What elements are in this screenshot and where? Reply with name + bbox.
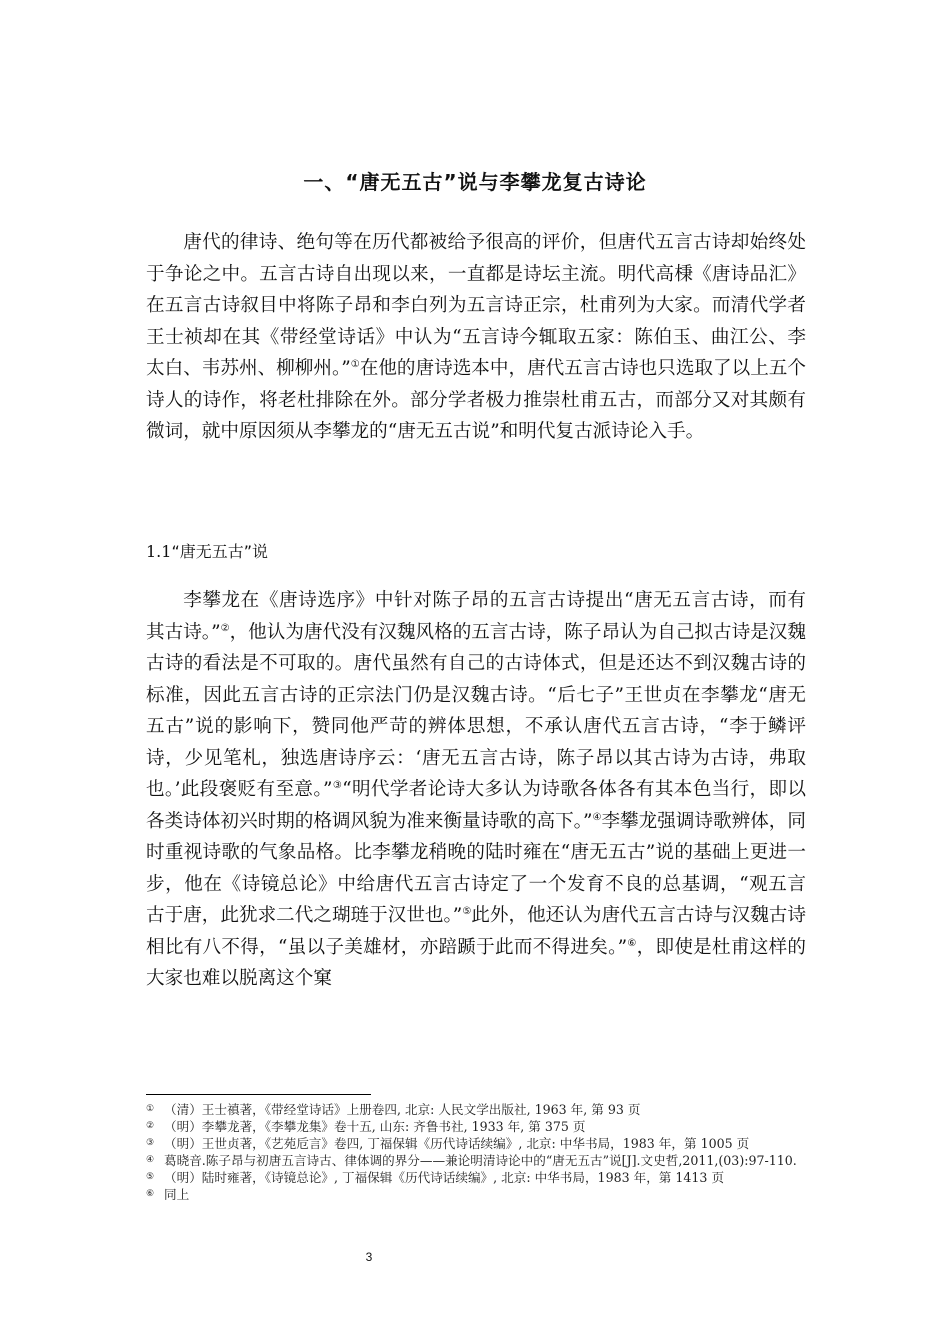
footnotes-list [146, 1101, 812, 1203]
paragraph-text-run: ，他认为唐代没有汉魏风格的五言古诗，陈子昂认为自己拟古诗是汉魏古诗的看法是不可取的。唐代虽然有自己的古诗体式，但是还达不到汉魏古诗的标准，因此五言古诗的正宗法门仍是汉魏古诗。“后七子”王世贞在李攀龙“唐无五古”说的影响下，赞同他严苛的辨体思想，不承认唐代五言古诗，“李于鳞评诗，少见笔札，独选唐诗序云：‘唐无五言古诗，陈子昂以其古诗为古诗，弗取也。’此段褒贬有至意。” [146, 621, 806, 800]
paragraph-text-run: 李攀龙强调诗歌辨体，同时重视诗歌的气象品格。比李攀龙稍晚的陆时雍在“唐无五古”说的基础上更进一步，他在《诗镜总论》中给唐代五言古诗定了一个发育不良的总基调，“观五言古于唐，此犹求二代之瑚琏于汉世也。” [146, 810, 806, 926]
paragraph-text-run: 唐代的律诗、绝句等在历代都被给予很高的评价，但唐代五言古诗却始终处于争论之中。五言古诗自出现以来，一直都是诗坛主流。明代高棅《唐诗品汇》在五言古诗叙目中将陈子昂和李白列为五言诗正宗，杜甫列为大家。而清代学者王士祯却在其《带经堂诗话》中认为“五言诗今辄取五家：陈伯玉、曲江公、李太白、韦苏州、柳柳州。” [146, 232, 806, 379]
section-title: 一、“唐无五古”说与李攀龙复古诗论 [303, 170, 647, 194]
footnote-text: （明）李攀龙著，《李攀龙集》卷十五, 山东: 齐鲁书社, 1933 年, 第 375 页 [164, 1119, 586, 1134]
paragraph-text-run: ，即使是杜甫这样的大家也难以脱离这个窠 [146, 936, 806, 989]
footnote-reference[interactable]: ① [350, 359, 360, 370]
footnote-mark: ② [146, 1121, 155, 1131]
footnote-text: （清）王士禛著，《带经堂诗话》上册卷四, 北京: 人民文学出版社, 1963 年, 第 93 页 [164, 1102, 641, 1117]
footnote-mark: ④ [146, 1155, 155, 1165]
footnote-reference[interactable]: ⑤ [462, 906, 472, 917]
footnote-mark: ① [146, 1104, 155, 1114]
paragraph-text-run: “明代学者论诗大多认为诗歌各体各有其本色当行，即以各类诗体初兴时期的格调风貌为准来衡量诗歌的高下。” [146, 779, 806, 832]
footnote-text: （明）王世贞著，《艺苑卮言》卷四, 丁福保辑《历代诗话续编》, 北京: 中华书局，1983 年，第 1005 页 [164, 1136, 750, 1151]
footnote-reference[interactable]: ④ [592, 811, 602, 823]
paragraph-text-run: 在他的唐诗选本中，唐代五言古诗也只选取了以上五个诗人的诗作，将老杜排除在外。部分学者极力推崇杜甫五古，而部分又对其颇有微词，就中原因须从李攀龙的“唐无五古说”和明代复古派诗论入手。 [146, 358, 806, 442]
footnote-reference[interactable]: ② [220, 622, 230, 634]
footnote-mark: ⑥ [146, 1189, 155, 1199]
paragraph-text-run: 此外，他还认为唐代五言古诗与汉魏古诗相比有八不得，“虽以子美雄材，亦踣踬于此而不得进矣。” [146, 905, 806, 958]
subsection-title: “唐无五古”说 [171, 542, 269, 561]
footnote-item [146, 1118, 812, 1135]
body-paragraph-2 [146, 585, 806, 995]
subsection-number: 1.1 [146, 542, 172, 561]
footnote-mark: ⑤ [146, 1172, 155, 1182]
footnote-reference[interactable]: ⑥ [627, 937, 637, 949]
footnote-item [146, 1169, 812, 1186]
footnote-reference[interactable]: ③ [332, 780, 343, 791]
footnote-text: 同上 [164, 1187, 190, 1202]
footnote-item [146, 1152, 812, 1169]
page-number: 3 [365, 1250, 373, 1264]
footnote-item [146, 1135, 812, 1152]
footnote-separator [146, 1094, 371, 1095]
body-paragraph-1 [146, 227, 806, 448]
footnote-mark: ③ [146, 1138, 155, 1148]
footnote-text: （明）陆时雍著，《诗镜总论》, 丁福保辑《历代诗话续编》, 北京: 中华书局，1983 年，第 1413 页 [164, 1170, 725, 1185]
footnote-item [146, 1101, 812, 1118]
paragraph-text-run: 李攀龙在《唐诗选序》中针对陈子昂的五言古诗提出“唐无五言古诗，而有其古诗。” [146, 590, 806, 643]
footnote-text: 葛晓音.陈子昂与初唐五言诗古、律体调的界分——兼论明清诗论中的“唐无五古”说[J].文史哲,2011,(03):97-110. [164, 1153, 797, 1168]
subsection-heading [146, 539, 268, 562]
footnote-item [146, 1186, 812, 1203]
